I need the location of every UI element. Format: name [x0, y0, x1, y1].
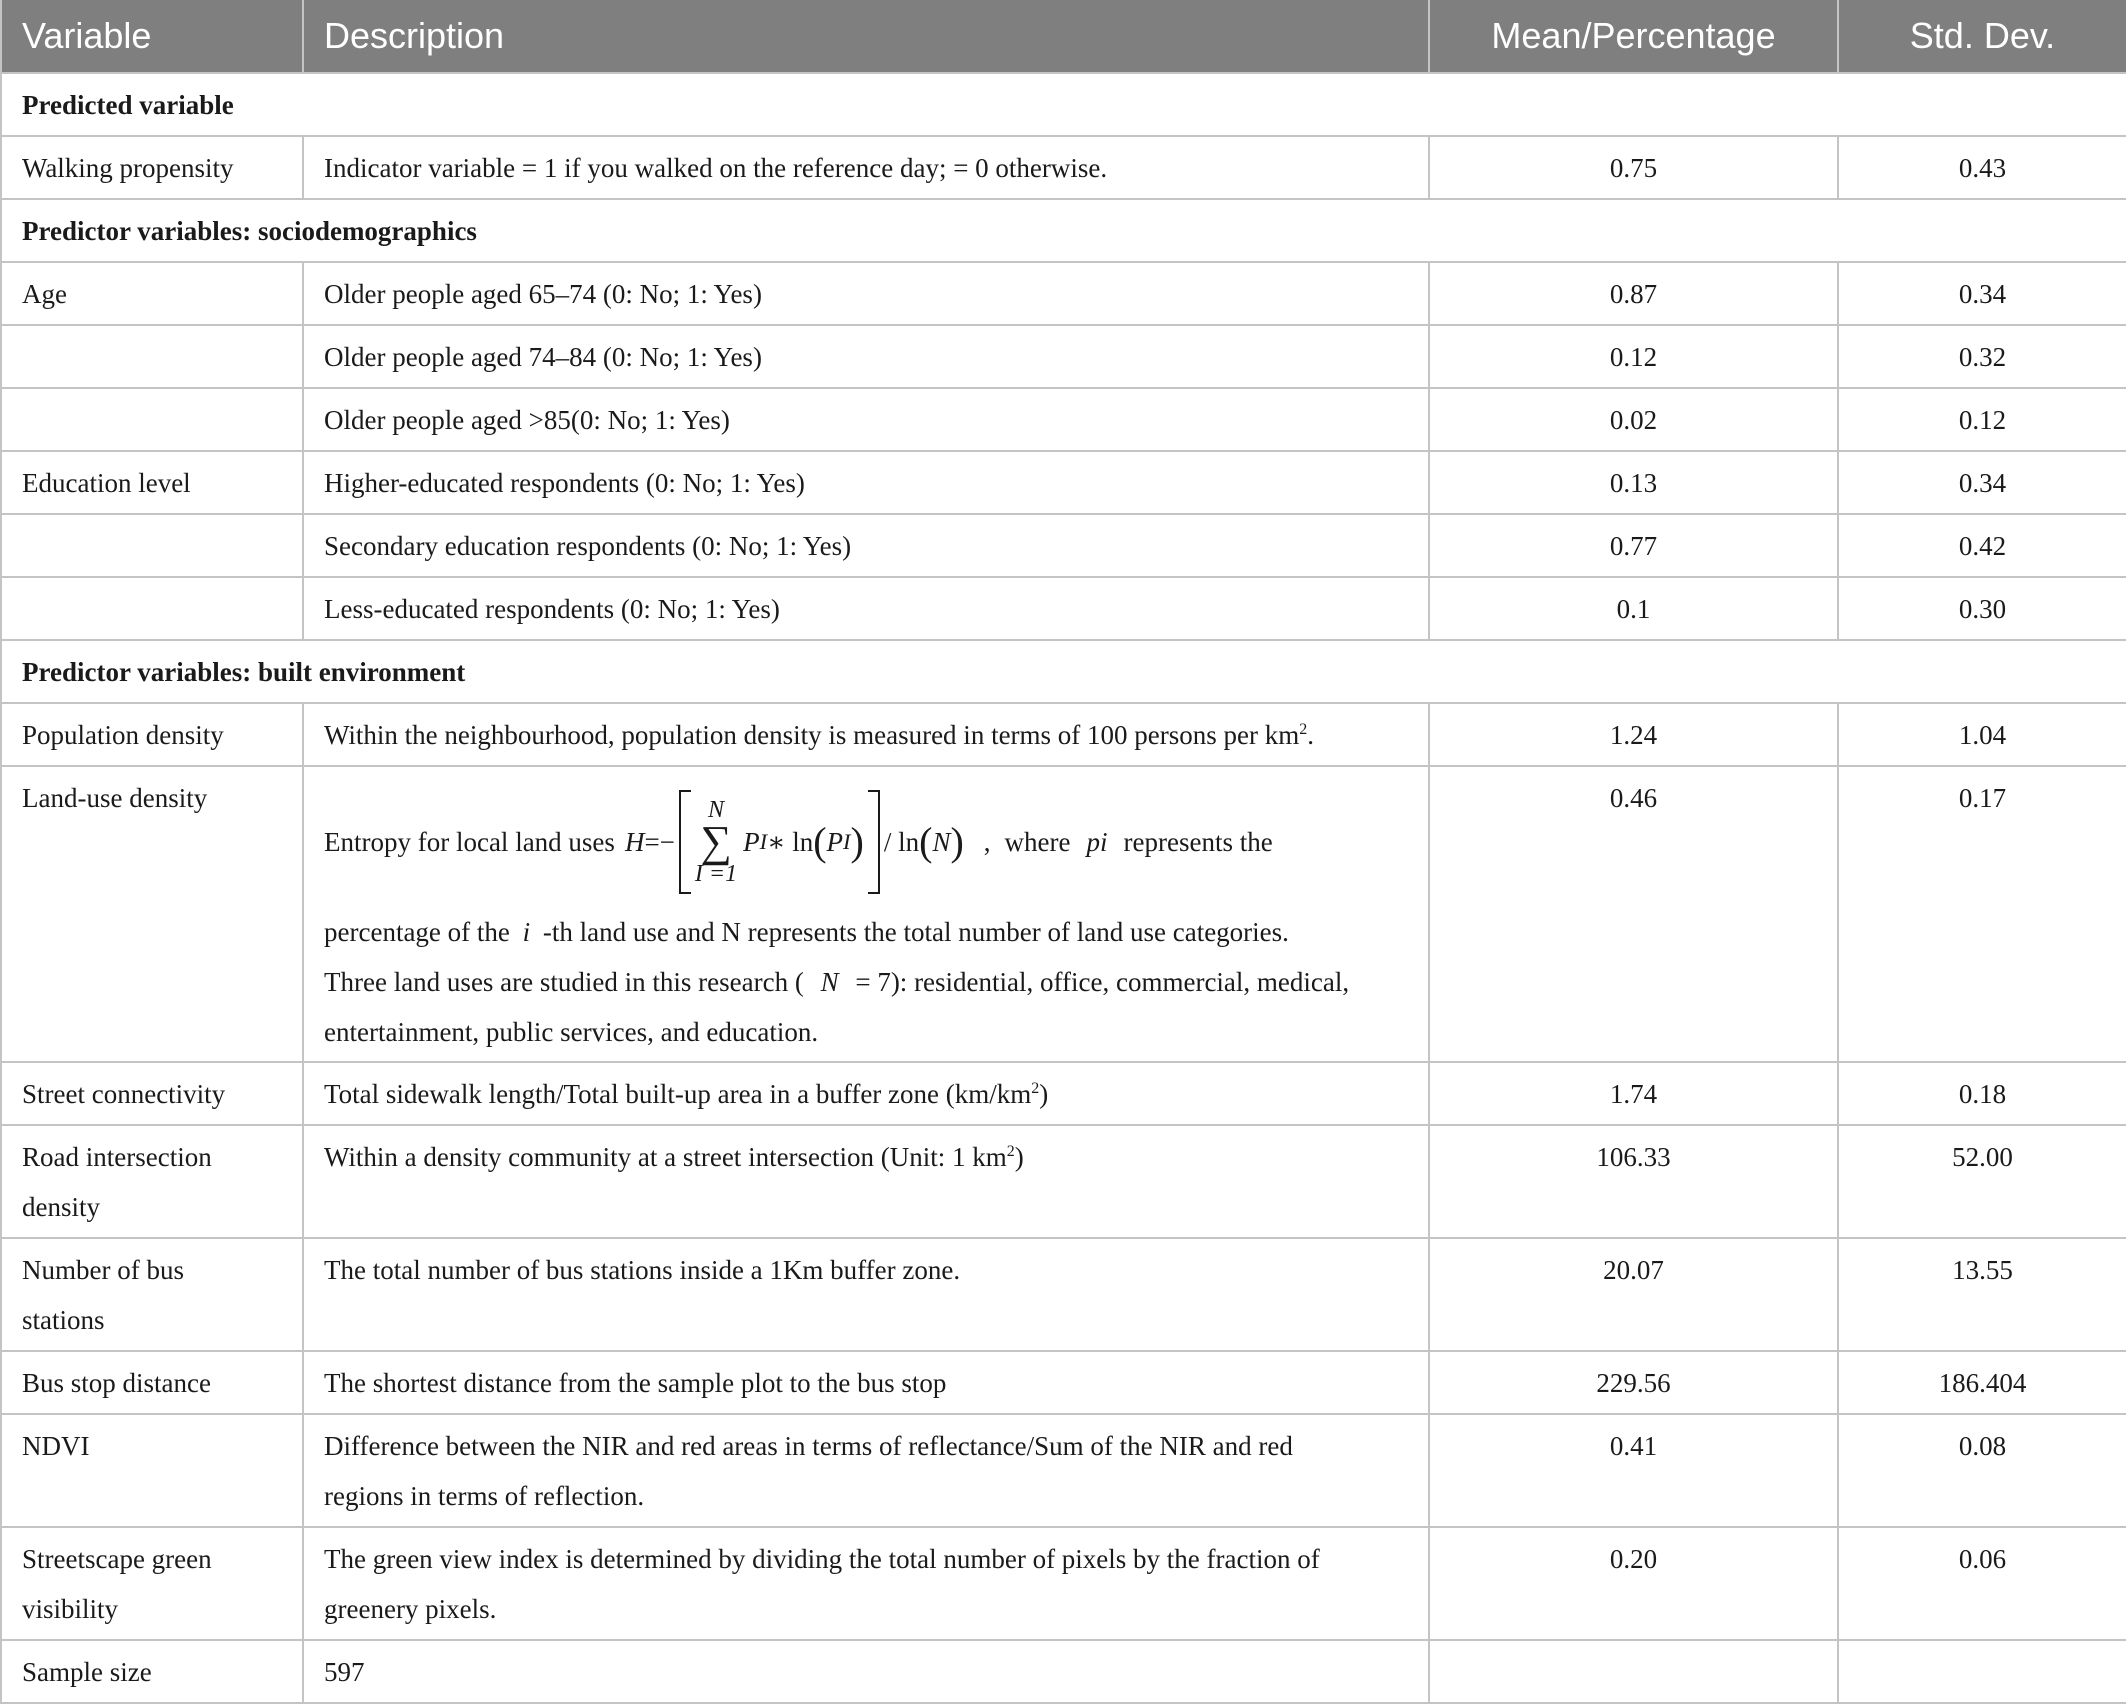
mean-cell: 0.12	[1429, 325, 1838, 388]
table-row	[1, 1414, 2126, 1527]
sum-top: N	[707, 797, 724, 823]
mean-cell: 0.02	[1429, 388, 1838, 451]
variable-cell	[1, 577, 303, 640]
table-row	[1, 262, 2126, 325]
variable-cell: Education level	[1, 451, 303, 514]
table-row	[1, 136, 2126, 199]
sd-cell: 0.34	[1838, 451, 2126, 514]
section-row	[1, 73, 2126, 136]
right-bracket-icon	[868, 790, 880, 894]
variable-cell	[1, 514, 303, 577]
table-row	[1, 1062, 2126, 1125]
sd-cell	[1838, 1640, 2126, 1703]
left-bracket-icon	[679, 790, 691, 894]
mean-cell: 0.46	[1429, 766, 1838, 1062]
formula-times: ∗ ln	[767, 826, 814, 857]
formula-div: / ln	[883, 826, 920, 857]
header-std-dev: Std. Dev.	[1838, 0, 2126, 73]
sd-cell: 0.43	[1838, 136, 2126, 199]
table-row	[1, 451, 2126, 514]
formula-comma: ,	[983, 827, 991, 857]
section-row	[1, 640, 2126, 703]
description-cell: The green view index is determined by dividing the total number of pixels by the fraction of greenery pixels.	[303, 1527, 1429, 1640]
mean-cell: 0.41	[1429, 1414, 1838, 1527]
sd-cell: 186.404	[1838, 1351, 2126, 1414]
mean-cell: 1.74	[1429, 1062, 1838, 1125]
description-cell: Older people aged 65–74 (0: No; 1: Yes)	[303, 262, 1429, 325]
variable-cell: Street connectivity	[1, 1062, 303, 1125]
section-built-environment: Predictor variables: built environment	[1, 640, 2126, 703]
table-row	[1, 703, 2126, 766]
variable-cell: Bus stop distance	[1, 1351, 303, 1414]
mean-cell: 0.77	[1429, 514, 1838, 577]
variable-cell: Road intersection density	[1, 1125, 303, 1238]
table-row	[1, 1125, 2126, 1238]
variable-cell: Number of bus stations	[1, 1238, 303, 1351]
formula-sub1: I	[759, 828, 768, 854]
sd-cell: 0.18	[1838, 1062, 2126, 1125]
table-row	[1, 325, 2126, 388]
table-row	[1, 1238, 2126, 1351]
section-sociodemographics: Predictor variables: sociodemographics	[1, 199, 2126, 262]
description-represents: represents the	[1123, 827, 1273, 857]
sd-cell: 0.06	[1838, 1527, 2126, 1640]
section-predicted: Predicted variable	[1, 73, 2126, 136]
formula-p1: P	[743, 826, 760, 857]
sd-cell: 52.00	[1838, 1125, 2126, 1238]
description-cell: Older people aged >85(0: No; 1: Yes)	[303, 388, 1429, 451]
sd-cell: 0.34	[1838, 262, 2126, 325]
mean-cell: 0.87	[1429, 262, 1838, 325]
superscript: 2	[1299, 721, 1308, 738]
description-text: Within the neighbourhood, population density is measured in terms of 100 persons per km	[324, 720, 1300, 750]
table-row	[1, 388, 2126, 451]
header-variable: Variable	[1, 0, 303, 73]
variable-cell	[1, 325, 303, 388]
description-cell: Less-educated respondents (0: No; 1: Yes)	[303, 577, 1429, 640]
table-row	[1, 577, 2126, 640]
formula-h: H	[624, 826, 645, 857]
description-cell: Higher-educated respondents (0: No; 1: Yes)	[303, 451, 1429, 514]
formula-p2: P	[826, 826, 844, 857]
description-cell	[303, 703, 1429, 766]
description-cell: Total sidewalk length/Total built-up area in a buffer zone $(km/km^2)$	[303, 1062, 1429, 1125]
mean-cell: 0.20	[1429, 1527, 1838, 1640]
table-row	[1, 1640, 2126, 1703]
formula-eq: =−	[644, 826, 675, 857]
description-cell: The total number of bus stations inside a 1Km buffer zone.	[303, 1238, 1429, 1351]
variable-cell: NDVI	[1, 1414, 303, 1527]
description-where: where	[1004, 827, 1071, 857]
variable-cell: Age	[1, 262, 303, 325]
variable-cell: Walking propensity	[1, 136, 303, 199]
description-line: Three land uses are studied in this research ( N = 7): residential, office, commercial, medical,	[324, 967, 1350, 997]
variable-cell: Land-use density	[1, 766, 303, 1062]
description-line: percentage of the i -th land use and N represents the total number of land use categories.	[324, 917, 1289, 947]
description-cell: The shortest distance from the sample plot to the bus stop	[303, 1351, 1429, 1414]
description-lead: Entropy for local land uses	[324, 827, 615, 857]
mean-cell: 1.24	[1429, 703, 1838, 766]
variable-cell: Population density	[1, 703, 303, 766]
sd-cell: 1.04	[1838, 703, 2126, 766]
table-row	[1, 514, 2126, 577]
variable-cell: Streetscape green visibility	[1, 1527, 303, 1640]
mean-cell: 0.75	[1429, 136, 1838, 199]
sum-icon: N ∑ I =1	[694, 797, 738, 887]
formula-sub2: I	[843, 828, 851, 854]
entropy-formula: H =− N ∑ I =1 P I ∗ ln ( P I ) / ln ( N )	[625, 790, 964, 894]
header-description: Description	[303, 0, 1429, 73]
description-cell: 597	[303, 1640, 1429, 1703]
sd-cell: 0.17	[1838, 766, 2126, 1062]
description-cell: Within a density community at a street intersection (Unit: 1 $km^2$)	[303, 1125, 1429, 1238]
mean-cell: 106.33	[1429, 1125, 1838, 1238]
sd-cell: 13.55	[1838, 1238, 2126, 1351]
section-row	[1, 199, 2126, 262]
description-tail: .	[1307, 720, 1315, 750]
sd-cell: 0.12	[1838, 388, 2126, 451]
description-pi: pi	[1086, 827, 1108, 857]
sum-bottom: I =1	[694, 861, 738, 887]
header-mean: Mean/Percentage	[1429, 0, 1838, 73]
sd-cell: 0.30	[1838, 577, 2126, 640]
table-row	[1, 766, 2126, 1062]
header-row	[1, 0, 2126, 73]
mean-cell: 0.13	[1429, 451, 1838, 514]
variable-cell	[1, 388, 303, 451]
mean-cell	[1429, 1640, 1838, 1703]
formula-line	[324, 777, 1408, 907]
description-cell	[303, 766, 1429, 1062]
table-row	[1, 1527, 2126, 1640]
sd-cell: 0.32	[1838, 325, 2126, 388]
description-line: entertainment, public services, and education.	[324, 1017, 819, 1047]
mean-cell: 20.07	[1429, 1238, 1838, 1351]
description-cell: Indicator variable = 1 if you walked on the reference day; = 0 otherwise.	[303, 136, 1429, 199]
mean-cell: 0.1	[1429, 577, 1838, 640]
sd-cell: 0.08	[1838, 1414, 2126, 1527]
table-row	[1, 1351, 2126, 1414]
sd-cell: 0.42	[1838, 514, 2126, 577]
mean-cell: 229.56	[1429, 1351, 1838, 1414]
description-cell: Secondary education respondents (0: No; 1: Yes)	[303, 514, 1429, 577]
formula-n: N	[932, 826, 951, 857]
description-cell: Difference between the NIR and red areas in terms of reflectance/Sum of the NIR and red regions in terms of reflection.	[303, 1414, 1429, 1527]
description-cell: Older people aged 74–84 (0: No; 1: Yes)	[303, 325, 1429, 388]
variable-cell: Sample size	[1, 1640, 303, 1703]
